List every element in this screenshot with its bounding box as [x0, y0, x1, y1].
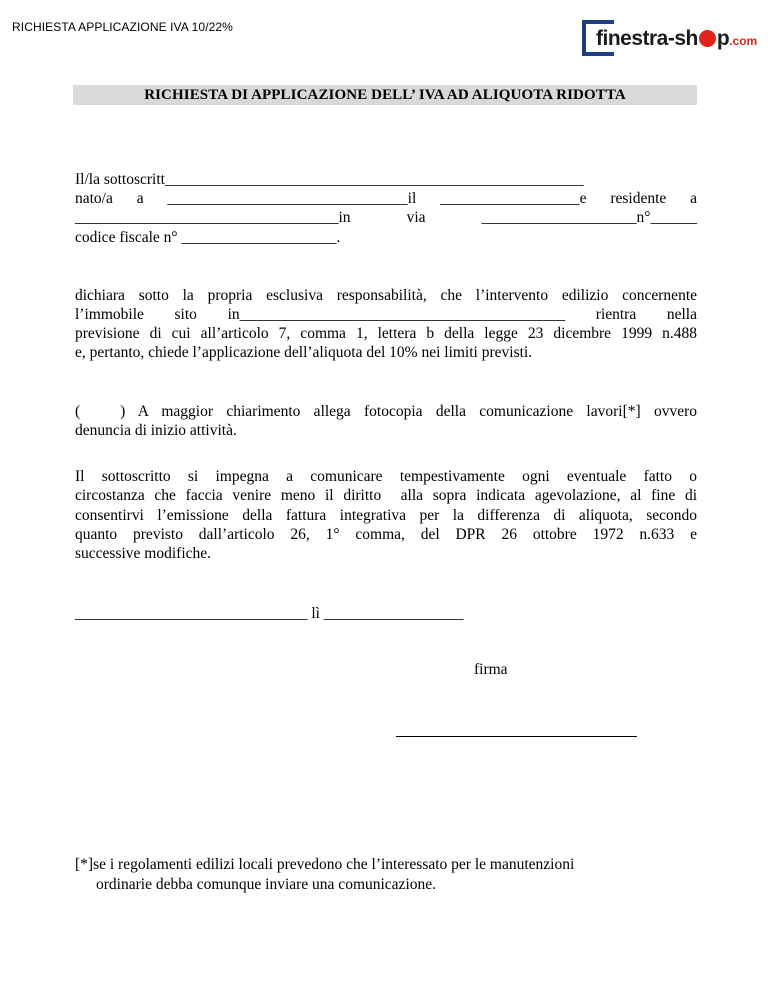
declaration-line-4: e, pertanto, chiede l’applicazione dell’aliquota del 10% nei limiti previsti.: [75, 344, 533, 361]
declarant-address-line: __________________________________in via ____________________n°______: [75, 209, 697, 226]
attachment-line-2: denuncia di inizio attività.: [75, 422, 237, 439]
commitment-line-5: successive modifiche.: [75, 545, 212, 562]
shop-badge-icon: [699, 30, 716, 47]
logo-text-pre: finestra-sh: [596, 27, 698, 50]
attachment-line-1: ( ) A maggior chiarimento allega fotocopia della comunicazione lavori[*] ovvero: [75, 403, 697, 420]
commitment-line-4: quanto previsto dall’articolo 26, 1° comma, del DPR 26 ottobre 1972 n.633 e: [75, 526, 697, 543]
declaration-line-1: dichiara sotto la propria esclusiva responsabilità, che l’intervento edilizio concernente: [75, 287, 697, 304]
logo-wordmark: [596, 27, 757, 51]
document-title: RICHIESTA DI APPLICAZIONE DELL’ IVA AD ALIQUOTA RIDOTTA: [144, 87, 626, 103]
place-date-line: ______________________________ lì __________________: [75, 605, 464, 622]
footnote-line-1: [*]se i regolamenti edilizi locali prevedono che l’interessato per le manutenzioni: [75, 856, 575, 873]
finestra-shop-logo: [578, 18, 758, 60]
commitment-line-3: consentirvi l’emissione della fattura integrativa per la differenza di aliquota, secondo: [75, 507, 697, 524]
declarant-birth-line: nato/a a _______________________________il __________________e residente a: [75, 190, 697, 207]
signature-line: [396, 736, 637, 737]
commitment-line-1: Il sottoscritto si impegna a comunicare tempestivamente ogni eventuale fatto o: [75, 468, 697, 485]
footnote-line-2: ordinarie debba comunque inviare una comunicazione.: [96, 876, 437, 893]
declaration-line-2: l’immobile sito in__________________________________________ rientra nella: [75, 306, 697, 323]
footnote: [75, 855, 695, 895]
signature-label: firma: [474, 661, 508, 678]
document-header-label: RICHIESTA APPLICAZIONE IVA 10/22%: [12, 20, 233, 34]
declaration-line-3: previsione di cui all’articolo 7, comma 1, lettera b della legge 23 dicembre 1999 n.488: [75, 325, 697, 342]
logo-suffix: .com: [729, 34, 758, 48]
declarant-name-line: Il/la sottoscritt______________________________________________________: [75, 171, 584, 188]
logo-text-post: p: [716, 27, 730, 50]
commitment-line-2: circostanza che faccia venire meno il diritto alla sopra indicata agevolazione, al fine di: [75, 487, 697, 504]
declarant-tax-code-line: codice fiscale n° ____________________.: [75, 229, 341, 246]
